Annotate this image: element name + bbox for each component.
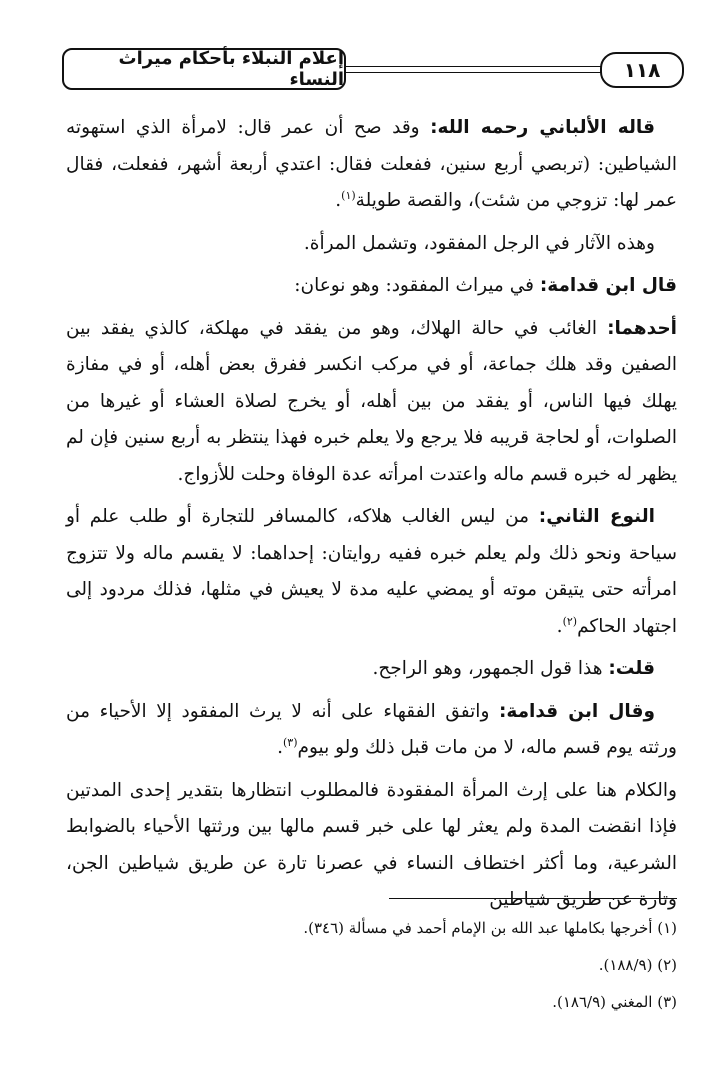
paragraph-text: الغائب في حالة الهلاك، وهو من يفقد في مهلكة، كالذي يفقد بين الصفين وقد هلك جماعة، أو في مركب انكسر ففرق بعض أهله، أو في مفازة يهلك فيها الناس، أو يفقد من بين أهله، أو يخرج لصلاة العشاء أو غيرها من الصلوات، أو لحاجة قريبه فلا يرجع ولا يعلم خبره فهذا ينتظر به أربع سنين فإن لم يظهر له خبره قسم ماله واعتدت امرأته عدة الوفاة وحلت للأزواج. [66,317,677,485]
paragraph-text: وهذه الآثار في الرجل المفقود، وتشمل المرأة. [303,232,655,254]
paragraph [66,694,677,767]
paragraph-text: في ميراث المفقود: وهو نوعان: [294,275,540,296]
paragraph [66,268,677,305]
main-text [66,110,677,925]
footnote-ref: (٣) [282,735,298,749]
footnote: (٢) (١٨٨/٩). [598,956,677,974]
paragraph-lead: قاله الألباني رحمه الله: [430,117,655,138]
running-title: إعلام النبلاء بأحكام ميراث النساء [62,48,346,90]
paragraph-text: وقد صح أن عمر قال: لامرأة الذي استهوته الشياطين: (تربصي أربع سنين، ففعلت فقال: اعتدي أربعة أشهر، ففعلت، فقال عمر لها: تزوجي من شئت)، والقصة طويلة [66,117,677,211]
paragraph-end: . [277,737,283,758]
footnote: (١) أخرجها بكاملها عبد الله بن الإمام أحمد في مسألة (٣٤٦). [303,919,677,937]
footnote-ref: (٢) [562,614,578,628]
footnote: (٣) المغني (١٨٦/٩). [552,993,677,1011]
paragraph [66,773,677,919]
paragraph-lead: أحدهما: [607,317,677,339]
paragraph-lead: وقال ابن قدامة: [498,700,655,722]
paragraph-text: واتفق الفقهاء على أنه لا يرث المفقود إلا الأحياء من ورثته يوم قسم ماله، لا من مات قبل ذلك ولو بيوم [66,700,677,758]
paragraph [66,226,677,263]
paragraph-text: والكلام هنا على إرث المرأة المفقودة فالمطلوب انتظارها بتقدير إحدى المدتين فإذا انقضت المدة ولم يعثر لها على خبر قسم مالها بين ورثتها الأحياء بالضوابط الشرعية، وما أكثر اختطاف النساء في عصرنا تارة عن طريق شياطين الجن، وتارة عن طريق شياطين [66,779,677,910]
paragraph-end: . [335,190,342,211]
paragraph [66,110,677,220]
paragraph [66,499,677,645]
paragraph-lead: قال ابن قدامة: [539,275,677,296]
paragraph-lead: قلت: [608,658,655,679]
paragraph-end: . [556,615,563,637]
paragraph-lead: النوع الثاني: [538,506,656,527]
paragraph-text: هذا قول الجمهور، وهو الراجح. [372,658,609,679]
paragraph [66,311,677,494]
footnote-separator [389,898,677,899]
page-number: ١١٨ [600,52,684,88]
footnotes [66,910,677,1021]
paragraph-text: من ليس الغالب هلاكه، كالمسافر للتجارة أو طلب علم أو سياحة ونحو ذلك ولم يعلم خبره ففيه روايتان: إحداهما: لا يقسم ماله ولا تتزوج امرأته حتى يتيقن موته أو يمضي عليه مدة لا يعيش في مثلها، فذلك مردود إلى اجتهاد الحاكم [66,506,677,637]
paragraph [66,651,677,688]
footnote-ref: (١) [341,188,356,202]
